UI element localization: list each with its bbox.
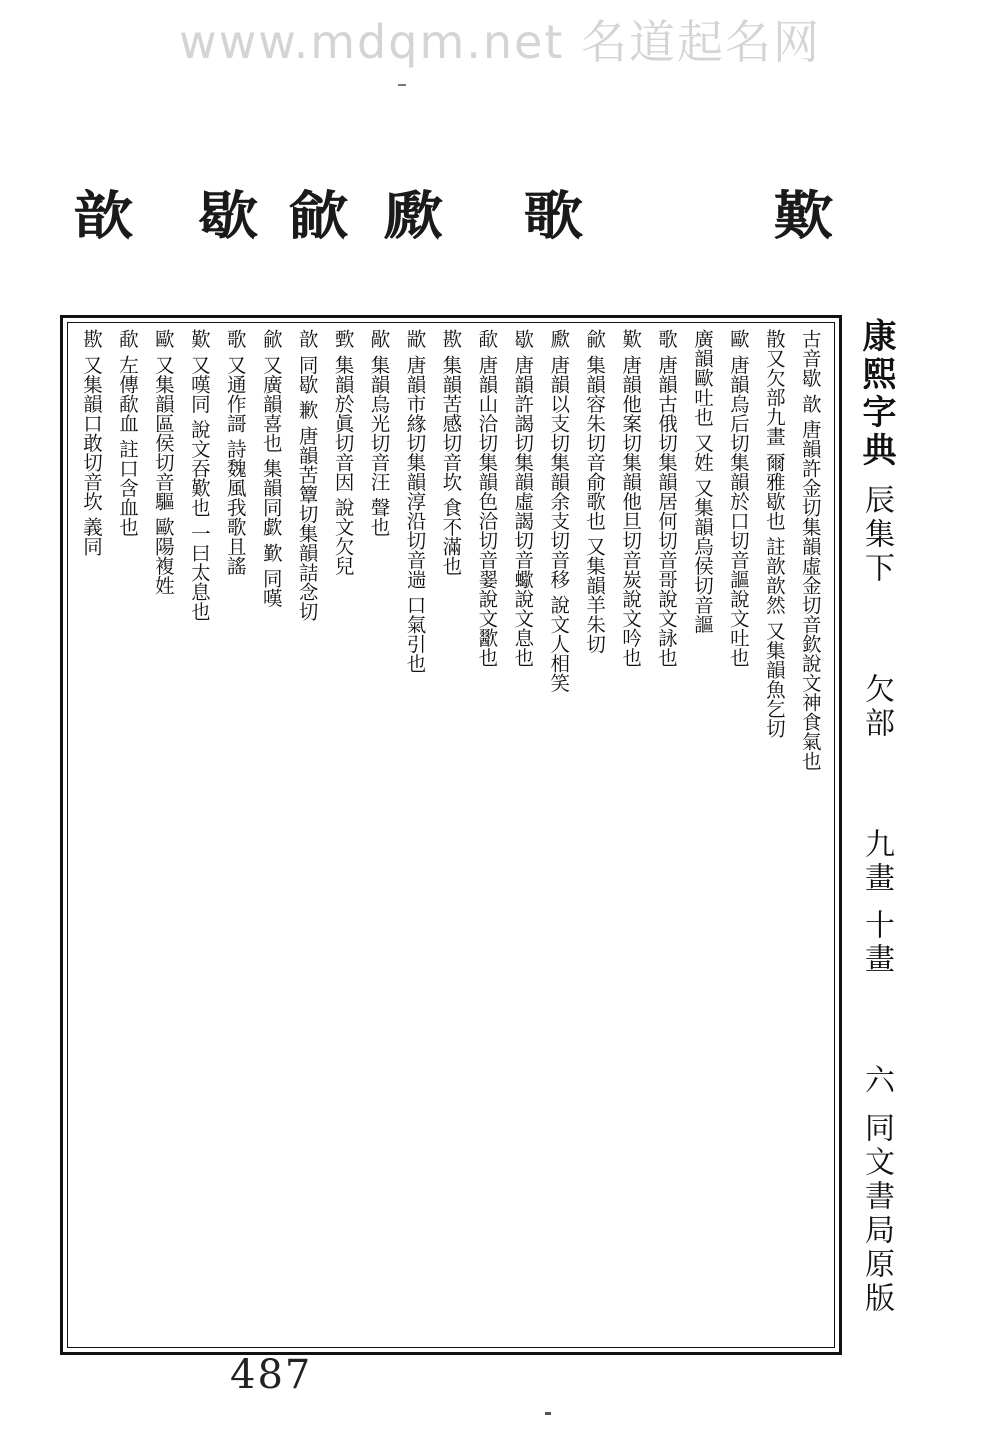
text-column: 歇 唐韻許謁切集韻虛謁切音蠍說文息也 [511, 329, 535, 667]
text-column: 歋 唐韻以支切集韻余支切音移 說文人相笑 [547, 329, 571, 693]
seal-glyph: 歋 [372, 188, 443, 234]
text-column: 歆 同歇 歉 唐韻苦簟切集韻詰念切 [295, 329, 319, 621]
text-column: 歄 集韻烏光切音汪 聲也 [367, 329, 391, 537]
text-column: 歅 集韻於眞切音因 說文欠兒 [331, 329, 355, 576]
strokes-label: 九畫 [859, 827, 894, 896]
text-column: 歌 唐韻古俄切集韻居何切音哥說文詠也 [655, 329, 678, 667]
text-column: 歐 又集韻區侯切音驅 歐陽複姓 [151, 329, 175, 595]
scan-mark [398, 84, 406, 86]
seal-glyph: 歎 [762, 188, 833, 234]
text-column: 歁 又集韻口敢切音坎 義同 [80, 329, 103, 556]
seal-glyph: 歇 [187, 188, 258, 234]
text-column: 散又欠部九畫 爾雅歇也 註歆歆然 又集韻魚乞切 [762, 329, 786, 738]
text-columns [74, 329, 828, 1341]
text-frame [60, 315, 842, 1355]
text-column: 歂 唐韻市緣切集韻淳沿切音遄 口氣引也 [403, 329, 427, 673]
text-column: 歃 左傳歃血 註口含血也 [115, 329, 139, 537]
volume-label: 辰集下 [859, 483, 894, 586]
text-column: 古音歇 歆 唐韻許金切集韻虛金切音欽說文神食氣也 [798, 329, 822, 771]
seal-glyph: 歈 [277, 188, 348, 234]
text-column: 廣韻歐吐也 又姓 又集韻烏侯切音謳 [690, 329, 714, 634]
text-column: 歌 又通作謌 詩魏風我歌且謠 [223, 329, 247, 576]
text-column: 歃 唐韻山洽切集韻色洽切音翣說文歠也 [475, 329, 499, 667]
text-column: 歎 唐韻他案切集韻他旦切音炭說文吟也 [619, 329, 643, 667]
scan-mark [545, 1412, 551, 1415]
text-column: 歁 集韻苦感切音坎 食不滿也 [439, 329, 463, 576]
text-column: 歐 唐韻烏后切集韻於口切音謳說文吐也 [726, 329, 750, 667]
publisher-label: 同文書局原版 [859, 1111, 894, 1316]
radical-label: 欠部 [859, 672, 894, 741]
page-index: 六 [859, 1064, 894, 1099]
watermark-text: www.mdqm.net 名道起名网 [178, 15, 822, 69]
page-number: 487 [230, 1352, 313, 1398]
text-column: 歎 又嘆同 說文吞歎也 一曰太息也 [187, 329, 211, 621]
book-title: 康熙字典 [856, 318, 896, 470]
text-column: 歈 集韻容朱切音俞歌也 又集韻羊朱切 [583, 329, 607, 654]
text-frame-inner [67, 322, 835, 1348]
page-header [850, 318, 902, 1358]
text-column: 歈 又廣韻喜也 集韻同歔 歏 同嘆 [259, 329, 283, 608]
strokes-label: 十畫 [859, 909, 894, 978]
seal-glyph: 歌 [512, 188, 583, 234]
seal-glyph: 歆 [62, 188, 133, 234]
